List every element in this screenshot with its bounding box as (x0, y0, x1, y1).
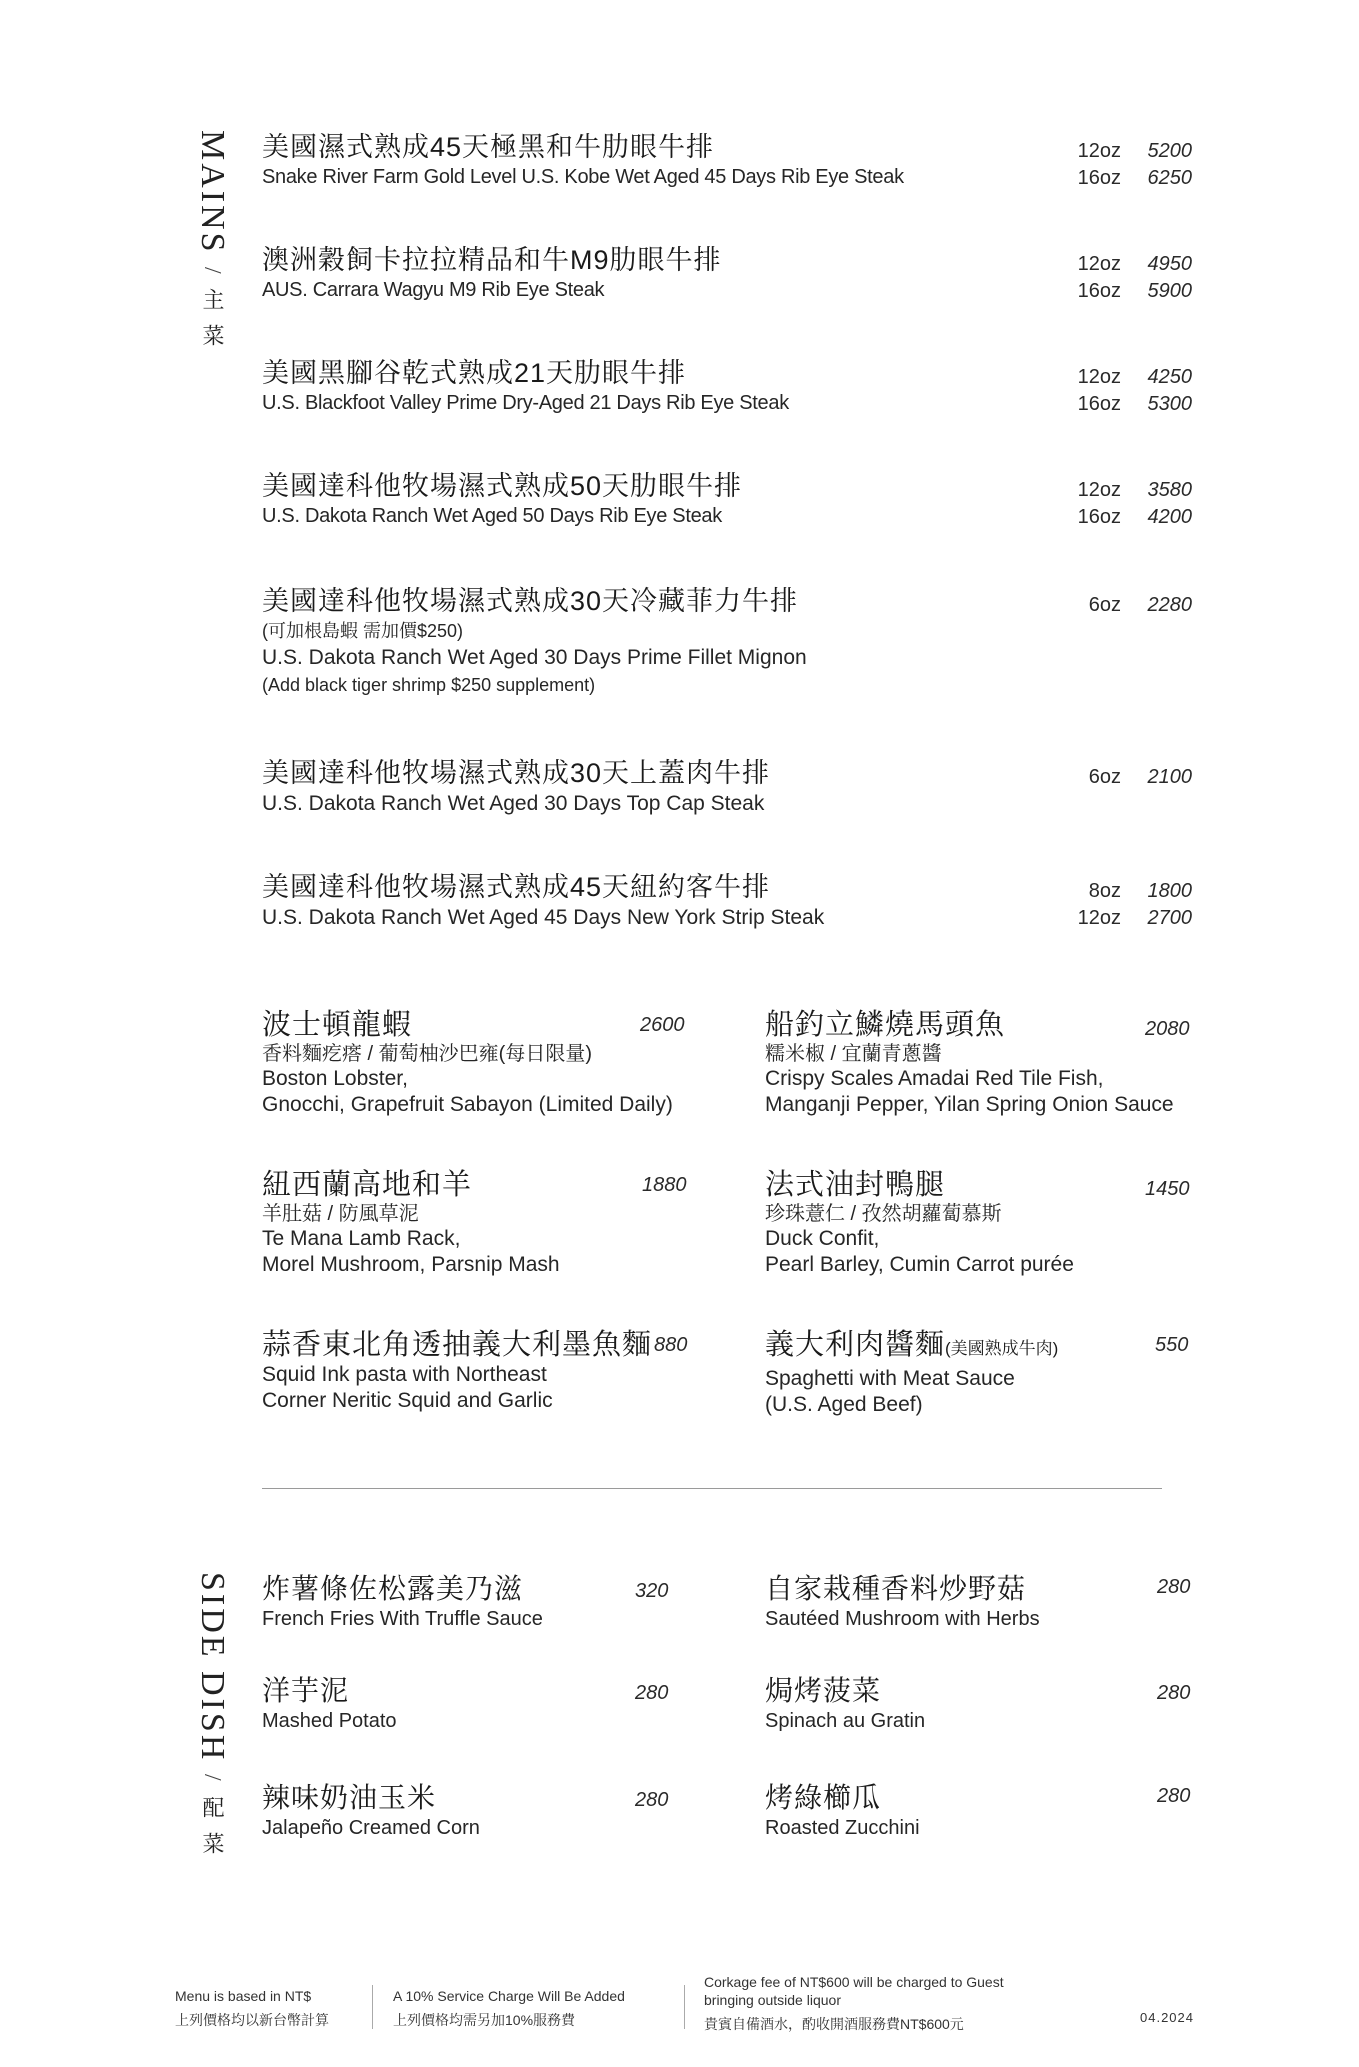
special-price: 880 (654, 1334, 688, 1356)
special-en-1: Crispy Scales Amadai Red Tile Fish, (765, 1067, 1104, 1090)
main-item-7 (262, 870, 1192, 932)
side-zh: 炸薯條佐松露美乃滋 (262, 1573, 524, 1604)
side-en: Sautéed Mushroom with Herbs (765, 1608, 1040, 1630)
main-item-2 (262, 243, 1192, 303)
footer-corkage-en-2: bringing outside liquor (704, 1992, 841, 2008)
main-item-en: U.S. Blackfoot Valley Prime Dry-Aged 21 Days Rib Eye Steak (262, 392, 789, 414)
special-en-2: Gnocchi, Grapefruit Sabayon (Limited Daily) (262, 1093, 673, 1116)
size-price: 5200 (1147, 140, 1192, 162)
mains-section-label (195, 130, 229, 360)
footer-separator-2 (684, 1985, 685, 2029)
special-sub: 珍珠薏仁 / 孜然胡蘿蔔慕斯 (765, 1203, 1002, 1225)
side-en: French Fries With Truffle Sauce (262, 1608, 543, 1630)
main-item-3 (262, 356, 1192, 416)
main-item-en: U.S. Dakota Ranch Wet Aged 45 Days New York Strip Steak (262, 906, 825, 929)
special-zh: 波士頓龍蝦 (262, 1009, 413, 1041)
main-item-en: U.S. Dakota Ranch Wet Aged 30 Days Top Cap Steak (262, 792, 765, 815)
side-en: Roasted Zucchini (765, 1817, 920, 1839)
main-item-sizes (1047, 251, 1192, 305)
footer-currency-en: Menu is based in NT$ (175, 1988, 312, 2004)
special-price: 1880 (642, 1174, 687, 1196)
footer-service-en: A 10% Service Charge Will Be Added (393, 1988, 625, 2004)
side-dish-section-label (195, 1572, 229, 1868)
special-price: 1450 (1145, 1178, 1190, 1200)
size-price: 5300 (1147, 393, 1192, 415)
size-price: 2280 (1147, 594, 1192, 616)
special-zh-main: 義大利肉醬麵 (765, 1329, 946, 1361)
size-oz: 16oz (1077, 393, 1121, 415)
side-label-slash: / (199, 1774, 225, 1785)
side-price: 280 (635, 1789, 669, 1811)
main-item-sizes (1047, 138, 1192, 192)
special-zh: 蒜香東北角透抽義大利墨魚麵 (262, 1329, 653, 1361)
main-item-4 (262, 469, 1192, 529)
size-oz: 16oz (1077, 506, 1121, 528)
special-price: 550 (1155, 1334, 1189, 1356)
main-item-note-en: (Add black tiger shrimp $250 supplement) (262, 675, 596, 695)
special-zh (765, 1328, 1215, 1366)
special-en-2: (U.S. Aged Beef) (765, 1393, 923, 1416)
special-item-6 (765, 1328, 1215, 1418)
size-oz: 12oz (1077, 907, 1121, 929)
special-item-1 (262, 1008, 702, 1118)
special-price: 2080 (1145, 1018, 1190, 1040)
special-en-1: Spaghetti with Meat Sauce (765, 1367, 1015, 1390)
special-item-2 (765, 1008, 1215, 1118)
size-price: 4200 (1147, 506, 1192, 528)
main-item-sizes (1047, 592, 1192, 619)
section-divider (262, 1488, 1162, 1489)
footer-corkage (704, 1973, 1004, 2033)
side-price: 280 (1157, 1682, 1191, 1704)
size-oz: 12oz (1077, 253, 1121, 275)
special-en-2: Morel Mushroom, Parsnip Mash (262, 1253, 560, 1276)
size-price: 2700 (1147, 907, 1192, 929)
main-item-1 (262, 130, 1192, 190)
footer-date: 04.2024 (1140, 2010, 1194, 2025)
side-price: 280 (1157, 1576, 1191, 1598)
main-item-zh: 美國達科他牧場濕式熟成50天肋眼牛排 (262, 471, 743, 501)
size-oz: 6oz (1088, 594, 1121, 616)
special-sub: 羊肚菇 / 防風草泥 (262, 1203, 419, 1225)
special-sub: 香料麵疙瘩 / 葡萄柚沙巴雍(每日限量) (262, 1043, 592, 1065)
main-item-6 (262, 756, 1192, 818)
side-item-1 (262, 1572, 682, 1632)
size-price: 1800 (1147, 880, 1192, 902)
side-item-6 (765, 1781, 1205, 1841)
side-en: Jalapeño Creamed Corn (262, 1817, 480, 1839)
main-item-sizes (1047, 878, 1192, 932)
side-zh: 辣味奶油玉米 (262, 1782, 437, 1813)
footer-service (393, 1986, 625, 2031)
special-item-4 (765, 1168, 1215, 1278)
special-sub: 糯米椒 / 宜蘭青蔥醬 (765, 1043, 942, 1065)
main-item-sizes (1047, 477, 1192, 531)
side-item-3 (262, 1674, 682, 1734)
main-item-zh: 澳洲穀飼卡拉拉精品和牛M9肋眼牛排 (262, 245, 722, 275)
main-item-5 (262, 584, 1192, 698)
footer-currency (175, 1986, 329, 2031)
side-price: 280 (635, 1682, 669, 1704)
side-zh: 焗烤菠菜 (765, 1675, 882, 1706)
size-oz: 8oz (1088, 880, 1121, 902)
main-item-zh: 美國黑腳谷乾式熟成21天肋眼牛排 (262, 358, 687, 388)
special-en-1: Squid Ink pasta with Northeast (262, 1363, 547, 1386)
size-oz: 6oz (1088, 766, 1121, 788)
main-item-en: AUS. Carrara Wagyu M9 Rib Eye Steak (262, 279, 605, 301)
main-item-en: Snake River Farm Gold Level U.S. Kobe Wet Aged 45 Days Rib Eye Steak (262, 166, 904, 188)
mains-label-slash: / (199, 266, 225, 277)
main-item-en: U.S. Dakota Ranch Wet Aged 50 Days Rib Eye Steak (262, 505, 722, 527)
side-zh: 洋芋泥 (262, 1675, 350, 1706)
footer-currency-zh: 上列價格均以新台幣計算 (175, 2012, 329, 2028)
size-price: 6250 (1147, 167, 1192, 189)
footer-separator-1 (372, 1985, 373, 2029)
main-item-sizes (1047, 364, 1192, 418)
side-price: 320 (635, 1580, 669, 1602)
special-en-2: Pearl Barley, Cumin Carrot purée (765, 1253, 1074, 1276)
size-price: 5900 (1147, 280, 1192, 302)
special-en-2: Manganji Pepper, Yilan Spring Onion Sauce (765, 1093, 1174, 1116)
footer-service-zh: 上列價格均需另加10%服務費 (393, 2012, 576, 2028)
special-en-1: Boston Lobster, (262, 1067, 408, 1090)
side-label-en: SIDE DISH (194, 1572, 231, 1763)
side-zh: 自家栽種香料炒野菇 (765, 1573, 1027, 1604)
special-zh-small: (美國熟成牛肉) (945, 1339, 1059, 1358)
size-price: 2100 (1147, 766, 1192, 788)
side-zh: 烤綠櫛瓜 (765, 1782, 882, 1813)
size-oz: 12oz (1077, 366, 1121, 388)
size-oz: 12oz (1077, 479, 1121, 501)
side-label-zh-1: 配 (200, 1796, 225, 1833)
side-item-2 (765, 1572, 1205, 1632)
mains-label-zh-1: 主 (200, 288, 225, 325)
side-price: 280 (1157, 1785, 1191, 1807)
main-item-zh: 美國達科他牧場濕式熟成30天冷藏菲力牛排 (262, 586, 799, 616)
special-en-1: Duck Confit, (765, 1227, 880, 1250)
special-zh: 紐西蘭高地和羊 (262, 1169, 473, 1201)
main-item-zh: 美國達科他牧場濕式熟成30天上蓋肉牛排 (262, 758, 771, 788)
size-price: 3580 (1147, 479, 1192, 501)
side-en: Spinach au Gratin (765, 1710, 926, 1732)
special-item-5 (262, 1328, 702, 1414)
mains-label-en: MAINS (194, 130, 231, 255)
special-zh: 船釣立鱗燒馬頭魚 (765, 1009, 1006, 1041)
side-item-4 (765, 1674, 1205, 1734)
main-item-sizes (1047, 764, 1192, 791)
footer-corkage-en-1: Corkage fee of NT$600 will be charged to Guest (704, 1974, 1004, 1990)
size-oz: 16oz (1077, 280, 1121, 302)
main-item-note-zh: (可加根島蝦 需加價$250) (262, 621, 464, 641)
special-en-2: Corner Neritic Squid and Garlic (262, 1389, 553, 1412)
special-price: 2600 (640, 1014, 685, 1036)
mains-label-zh-2: 菜 (200, 324, 225, 361)
main-item-zh: 美國濕式熟成45天極黑和牛肋眼牛排 (262, 132, 715, 162)
side-item-5 (262, 1781, 682, 1841)
main-item-en: U.S. Dakota Ranch Wet Aged 30 Days Prime Fillet Mignon (262, 646, 807, 669)
size-price: 4250 (1147, 366, 1192, 388)
size-price: 4950 (1147, 253, 1192, 275)
size-oz: 12oz (1077, 140, 1121, 162)
side-en: Mashed Potato (262, 1710, 397, 1732)
size-oz: 16oz (1077, 167, 1121, 189)
special-item-3 (262, 1168, 702, 1278)
footer-corkage-zh: 貴賓自備酒水，酌收開酒服務費NT$600元 (704, 2016, 964, 2032)
side-label-zh-2: 菜 (200, 1832, 225, 1869)
special-en-1: Te Mana Lamb Rack, (262, 1227, 461, 1250)
main-item-zh: 美國達科他牧場濕式熟成45天紐約客牛排 (262, 872, 771, 902)
special-zh: 法式油封鴨腿 (765, 1169, 946, 1201)
